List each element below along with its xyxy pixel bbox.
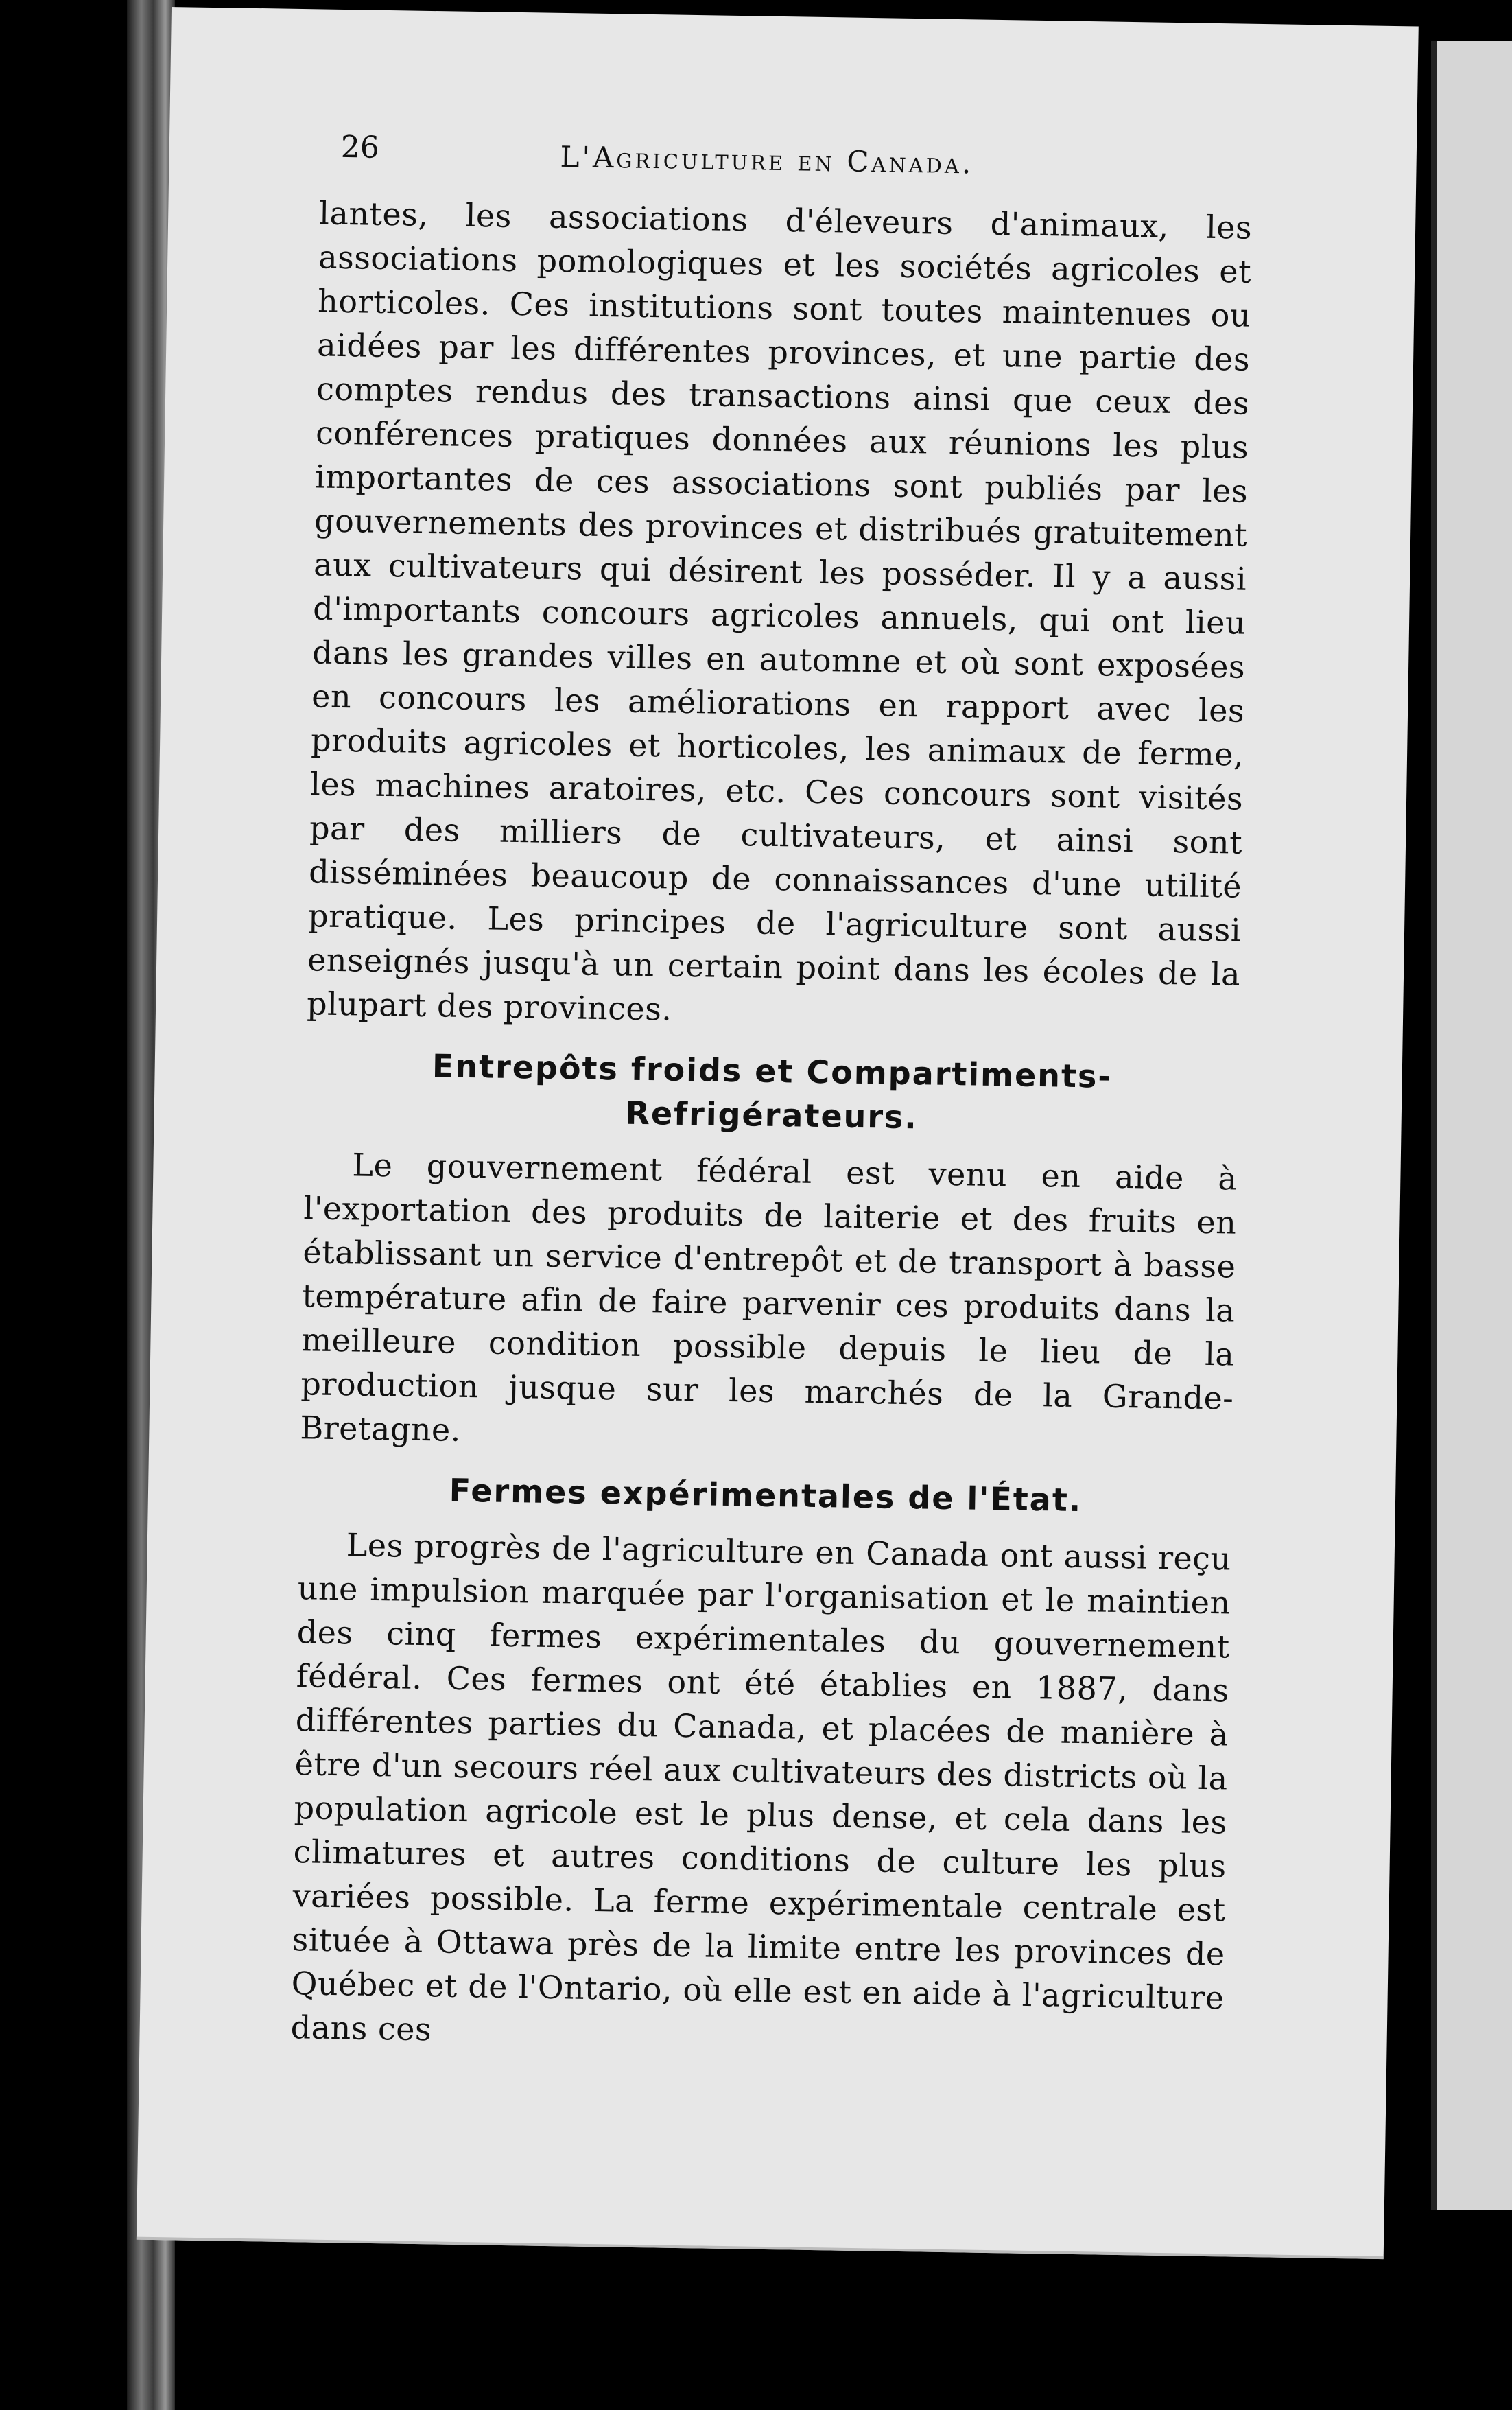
- paragraph-continuation: lantes, les associations d'éleveurs d'animaux, les associations pomologiques et les sociétés agricoles et horticoles. Ces institutions sont toutes maintenues ou aidées par les différentes provinces, et une partie des comptes rendus des transactions ainsi que ceux des conférences pratiques données aux réunions les plus importantes de ces associations sont publiés par les gouvernements des provinces et distribués gratuitement aux cultivateurs qui désirent les posséder. Il y a aussi d'importants concours agricoles annuels, qui ont lieu dans les grandes villes en automne et où sont exposées en concours les améliorations en rapport avec les produits agricoles et horticoles, les animaux de ferme, les machines aratoires, etc. Ces concours sont visités par des milliers de cultivateurs, et ainsi sont disséminées beaucoup de connaissances d'une utilité pratique. Les principes de l'agriculture sont aussi enseignés jusqu'à un certain point dans les écoles de la plupart des provinces.: [306, 194, 1253, 1028]
- section-heading-line: Entrepôts froids et Compartiments-: [432, 1047, 1113, 1095]
- paragraph-experimental-farms: Les progrès de l'agriculture en Canada ont aussi reçu une impulsion marquée par l'organisation et le maintien des cinq fermes expérimentales du gouvernement fédéral. Ces fermes ont été établies en 1887, dans différentes parties du Canada, et placées de manière à être d'un secours réel aux cultivateurs des districts où la population agricole est le plus dense, et cela dans les climatures et autres conditions de culture les plus variées possible. La ferme expérimentale centrale est située à Ottawa près de la limite entre les provinces de Québec et de l'Ontario, où elle est en aide à l'agriculture dans ces: [290, 1526, 1232, 2048]
- section-heading-line: Refrigérateurs.: [625, 1094, 919, 1136]
- section-heading-experimental-farms: [299, 1466, 1233, 1524]
- section-heading-line: Fermes expérimentales de l'État.: [449, 1471, 1083, 1519]
- page-text-block: [290, 129, 1253, 2063]
- paragraph-cold-storage: Le gouvernement fédéral est venu en aide à l'exportation des produits de laiterie et des fruits en établissant un service d'entrepôt et de transport à basse température afin de faire parvenir ces produits dans la meilleure condition possible depuis le lieu de la production jusque sur les marchés de la Grande-Bretagne.: [300, 1146, 1238, 1449]
- section-heading-cold-storage: [305, 1042, 1239, 1144]
- page-gutter-shadow: [1431, 41, 1437, 2210]
- page-number: 26: [340, 129, 380, 165]
- running-head: L'Agriculture en Canada.: [560, 139, 974, 180]
- facing-page-edge: [1431, 41, 1512, 2210]
- book-page: [137, 7, 1419, 2259]
